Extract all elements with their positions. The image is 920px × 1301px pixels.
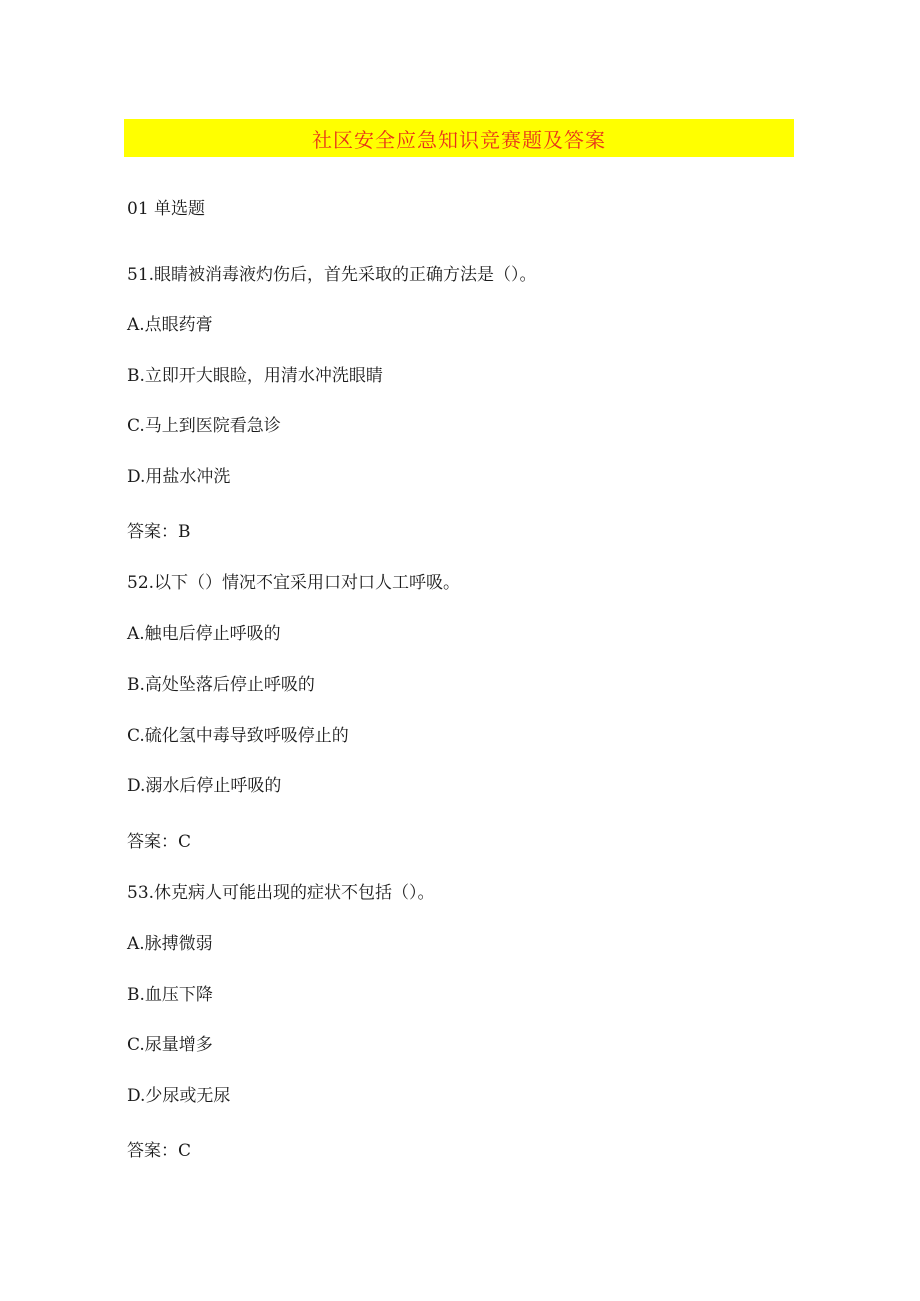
- option-c: C.尿量增多: [127, 1035, 213, 1055]
- question-stem: 52.以下（）情况不宜采用口对口人工呼吸。: [127, 573, 461, 593]
- option-c: C.马上到医院看急诊: [127, 416, 281, 436]
- option-b: B.血压下降: [127, 985, 213, 1005]
- title-banner: [124, 119, 794, 157]
- option-d: D.少尿或无尿: [127, 1086, 231, 1106]
- option-a: A.点眼药膏: [127, 315, 213, 335]
- answer: 答案：C: [127, 832, 192, 852]
- option-d: D.溺水后停止呼吸的: [127, 776, 282, 796]
- option-d: D.用盐水冲洗: [127, 467, 231, 487]
- question-stem: 51.眼睛被消毒液灼伤后，首先采取的正确方法是（）。: [127, 265, 537, 285]
- answer: 答案：B: [127, 522, 191, 542]
- option-c: C.硫化氢中毒导致呼吸停止的: [127, 726, 349, 746]
- option-b: B.高处坠落后停止呼吸的: [127, 675, 315, 695]
- answer: 答案：C: [127, 1141, 192, 1161]
- question-stem: 53.休克病人可能出现的症状不包括（）。: [127, 883, 435, 903]
- document-title: 社区安全应急知识竞赛题及答案: [312, 127, 606, 152]
- section-heading: 01 单选题: [127, 199, 206, 219]
- option-a: A.触电后停止呼吸的: [127, 624, 281, 644]
- option-b: B.立即开大眼睑，用清水冲洗眼睛: [127, 366, 383, 386]
- option-a: A.脉搏微弱: [127, 934, 213, 954]
